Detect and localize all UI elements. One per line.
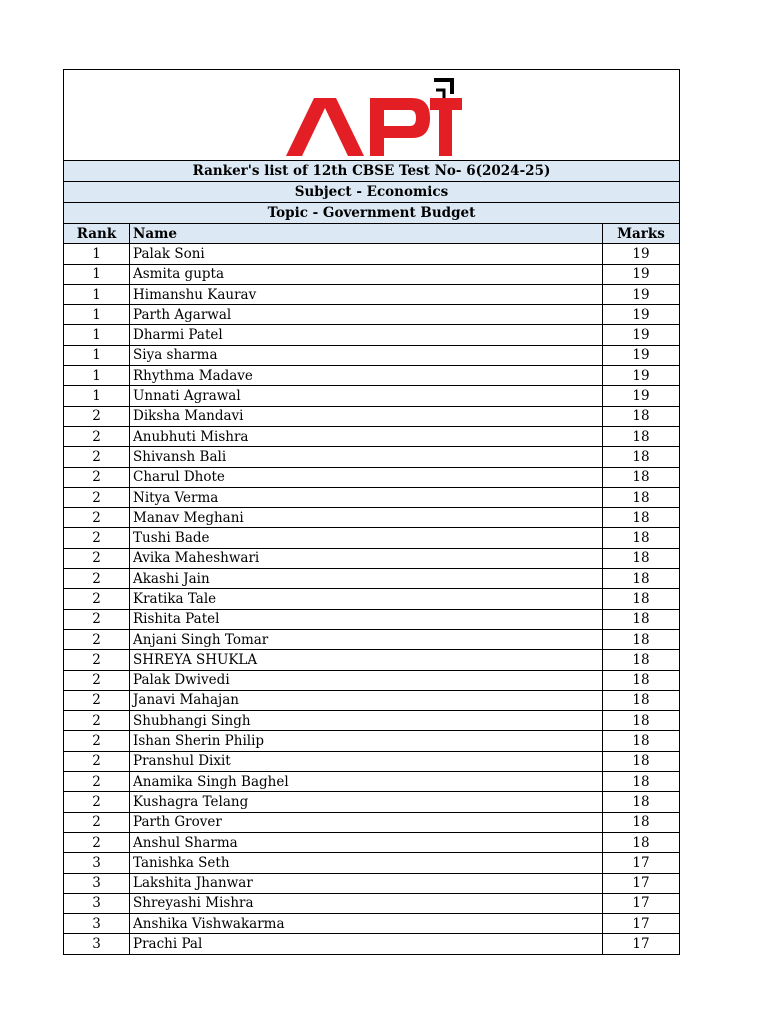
table-row (64, 873, 679, 893)
rank-cell: 2 (64, 772, 130, 792)
marks-cell: 18 (603, 426, 680, 446)
marks-cell: 18 (603, 487, 680, 507)
marks-column-header: Marks (603, 224, 680, 244)
name-cell: Dharmi Patel (130, 325, 603, 345)
rankers-sheet (63, 69, 680, 955)
table-row (64, 832, 679, 852)
name-cell: Siya sharma (130, 345, 603, 365)
marks-cell: 18 (603, 406, 680, 426)
name-cell: Ishan Sherin Philip (130, 731, 603, 751)
rank-cell: 2 (64, 629, 130, 649)
name-cell: Prachi Pal (130, 934, 603, 954)
marks-cell: 18 (603, 772, 680, 792)
rank-cell: 2 (64, 589, 130, 609)
name-cell: Palak Dwivedi (130, 670, 603, 690)
rank-cell: 1 (64, 325, 130, 345)
name-column-header: Name (130, 224, 603, 244)
rank-cell: 2 (64, 548, 130, 568)
table-row (64, 467, 679, 487)
rank-cell: 2 (64, 487, 130, 507)
rank-cell: 2 (64, 528, 130, 548)
table-row (64, 609, 679, 629)
table-row (64, 751, 679, 771)
table-header-row (64, 224, 679, 244)
table-row (64, 893, 679, 913)
name-cell: Himanshu Kaurav (130, 284, 603, 304)
marks-cell: 18 (603, 731, 680, 751)
table-row (64, 508, 679, 528)
rank-table (64, 224, 679, 954)
marks-cell: 18 (603, 650, 680, 670)
marks-cell: 18 (603, 812, 680, 832)
name-cell: Anubhuti Mishra (130, 426, 603, 446)
marks-cell: 18 (603, 609, 680, 629)
rank-cell: 2 (64, 812, 130, 832)
rank-cell: 1 (64, 386, 130, 406)
rank-cell: 1 (64, 264, 130, 284)
name-cell: Shubhangi Singh (130, 711, 603, 731)
marks-cell: 17 (603, 914, 680, 934)
name-cell: Pranshul Dixit (130, 751, 603, 771)
table-row (64, 629, 679, 649)
name-cell: Nitya Verma (130, 487, 603, 507)
logo-area (64, 70, 679, 161)
rank-cell: 2 (64, 650, 130, 670)
name-cell: Avika Maheshwari (130, 548, 603, 568)
marks-cell: 19 (603, 386, 680, 406)
name-cell: Anshul Sharma (130, 832, 603, 852)
table-row (64, 345, 679, 365)
marks-cell: 19 (603, 244, 680, 264)
table-row (64, 934, 679, 954)
name-cell: SHREYA SHUKLA (130, 650, 603, 670)
rank-cell: 3 (64, 893, 130, 913)
name-cell: Kratika Tale (130, 589, 603, 609)
marks-cell: 19 (603, 264, 680, 284)
marks-cell: 18 (603, 589, 680, 609)
page-title: Ranker's list of 12th CBSE Test No- 6(2024-25) (64, 161, 679, 182)
rank-cell: 3 (64, 914, 130, 934)
rank-column-header: Rank (64, 224, 130, 244)
name-cell: Lakshita Jhanwar (130, 873, 603, 893)
table-row (64, 731, 679, 751)
marks-cell: 19 (603, 305, 680, 325)
marks-cell: 18 (603, 711, 680, 731)
marks-cell: 18 (603, 832, 680, 852)
name-cell: Diksha Mandavi (130, 406, 603, 426)
marks-cell: 17 (603, 853, 680, 873)
table-row (64, 447, 679, 467)
name-cell: Tushi Bade (130, 528, 603, 548)
marks-cell: 19 (603, 345, 680, 365)
name-cell: Shreyashi Mishra (130, 893, 603, 913)
table-row (64, 690, 679, 710)
table-row (64, 284, 679, 304)
name-cell: Parth Agarwal (130, 305, 603, 325)
marks-cell: 18 (603, 690, 680, 710)
marks-cell: 18 (603, 792, 680, 812)
name-cell: Rishita Patel (130, 609, 603, 629)
table-row (64, 650, 679, 670)
marks-cell: 19 (603, 325, 680, 345)
table-row (64, 305, 679, 325)
rank-cell: 2 (64, 832, 130, 852)
marks-cell: 18 (603, 548, 680, 568)
table-row (64, 244, 679, 264)
name-cell: Rhythma Madave (130, 366, 603, 386)
rank-cell: 3 (64, 853, 130, 873)
marks-cell: 18 (603, 508, 680, 528)
name-cell: Parth Grover (130, 812, 603, 832)
rank-cell: 2 (64, 447, 130, 467)
table-row (64, 569, 679, 589)
name-cell: Anshika Vishwakarma (130, 914, 603, 934)
table-row (64, 772, 679, 792)
name-cell: Palak Soni (130, 244, 603, 264)
table-row (64, 426, 679, 446)
marks-cell: 18 (603, 751, 680, 771)
marks-cell: 17 (603, 893, 680, 913)
table-row (64, 528, 679, 548)
rank-cell: 2 (64, 569, 130, 589)
rank-cell: 1 (64, 366, 130, 386)
name-cell: Unnati Agrawal (130, 386, 603, 406)
table-row (64, 386, 679, 406)
name-cell: Kushagra Telang (130, 792, 603, 812)
marks-cell: 17 (603, 873, 680, 893)
rank-cell: 2 (64, 792, 130, 812)
marks-cell: 18 (603, 670, 680, 690)
rank-cell: 2 (64, 609, 130, 629)
marks-cell: 18 (603, 629, 680, 649)
rank-cell: 2 (64, 711, 130, 731)
rank-cell: 3 (64, 934, 130, 954)
name-cell: Shivansh Bali (130, 447, 603, 467)
topic-line: Topic - Government Budget (64, 203, 679, 224)
table-row (64, 325, 679, 345)
name-cell: Janavi Mahajan (130, 690, 603, 710)
name-cell: Asmita gupta (130, 264, 603, 284)
name-cell: Manav Meghani (130, 508, 603, 528)
marks-cell: 18 (603, 447, 680, 467)
name-cell: Anamika Singh Baghel (130, 772, 603, 792)
table-row (64, 406, 679, 426)
rank-cell: 2 (64, 406, 130, 426)
table-row (64, 914, 679, 934)
name-cell: Anjani Singh Tomar (130, 629, 603, 649)
rank-cell: 1 (64, 244, 130, 264)
name-cell: Tanishka Seth (130, 853, 603, 873)
name-cell: Charul Dhote (130, 467, 603, 487)
table-row (64, 853, 679, 873)
apt-logo (284, 76, 464, 158)
table-row (64, 670, 679, 690)
marks-cell: 17 (632, 936, 650, 953)
table-row (64, 792, 679, 812)
marks-cell: 18 (603, 467, 680, 487)
rank-cell: 1 (64, 284, 130, 304)
table-row (64, 264, 679, 284)
table-row (64, 589, 679, 609)
rank-cell: 3 (64, 873, 130, 893)
table-row (64, 366, 679, 386)
rank-cell: 2 (64, 508, 130, 528)
subject-line: Subject - Economics (64, 182, 679, 203)
marks-cell: 18 (603, 569, 680, 589)
rank-cell: 2 (64, 731, 130, 751)
table-row (64, 548, 679, 568)
table-body (64, 244, 679, 954)
name-cell: Akashi Jain (130, 569, 603, 589)
marks-cell: 19 (603, 284, 680, 304)
rank-cell: 1 (64, 345, 130, 365)
rank-cell: 2 (64, 751, 130, 771)
marks-cell: 19 (603, 366, 680, 386)
rank-cell: 1 (64, 305, 130, 325)
rank-cell: 2 (64, 670, 130, 690)
rank-cell: 2 (64, 426, 130, 446)
marks-cell: 18 (603, 528, 680, 548)
table-row (64, 711, 679, 731)
rank-cell: 2 (64, 690, 130, 710)
table-row (64, 487, 679, 507)
table-row (64, 812, 679, 832)
rank-cell: 2 (64, 467, 130, 487)
